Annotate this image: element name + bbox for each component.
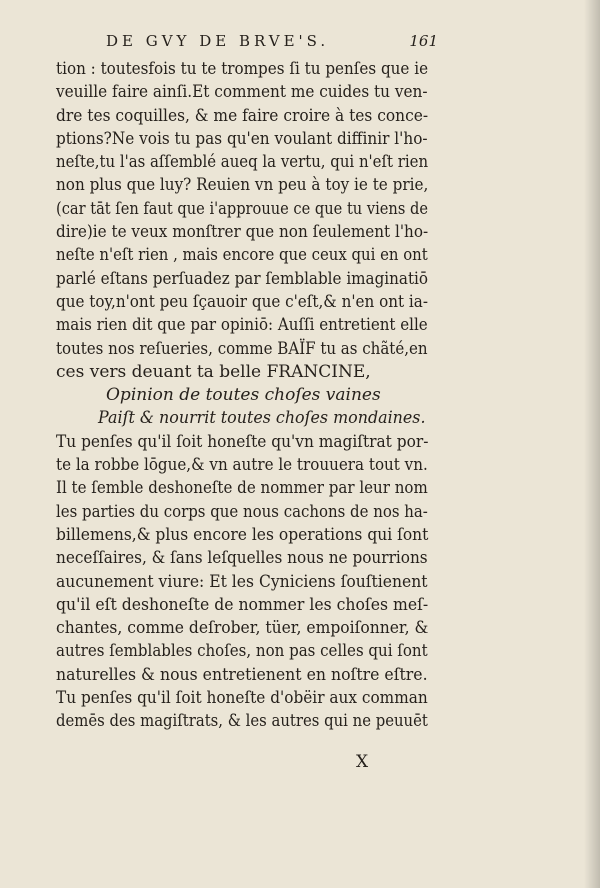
text-line: les parties du corps que nous cachons de nos ha- — [56, 501, 428, 522]
text-line: toutes nos reſueries, comme BAÏF tu as chãté,en — [56, 338, 428, 359]
text-line: que toy,n'ont peu ſçauoir que c'eſt,& n'en ont ia- — [56, 291, 428, 312]
text-line: neſte n'eſt rien , mais encore que ceux qui en ont — [56, 245, 428, 266]
text-line: Tu penſes qu'il ſoit honeſte qu'vn magiſtrat por- — [56, 431, 429, 452]
text-line: naturelles & nous entretienent en noſtre eſtre. — [56, 664, 428, 685]
text-line: autres ſemblables choſes, non pas celles qui ſont — [56, 641, 428, 662]
text-line: ptions?Ne vois tu pas qu'en voulant diffinir l'ho- — [56, 128, 428, 149]
text-line: ces vers deuant ta belle FRANCINE, — [56, 361, 371, 382]
text-line: aucunement viure: Et les Cyniciens ſouſtienent — [56, 571, 428, 592]
verse-line: Paiſt & nourrit toutes choſes mondaines. — [98, 408, 426, 429]
text-line: Il te ſemble deshoneſte de nommer par leur nom — [56, 478, 428, 499]
text-line: chantes, comme deſrober, tüer, empoiſonner, & — [56, 618, 429, 639]
page-number: 161 — [409, 32, 438, 50]
running-title: DE GVY DE BRVE'S. — [106, 32, 330, 50]
body-text — [56, 58, 428, 734]
text-line: neceſſaires, & ſans leſquelles nous ne pourrions — [56, 548, 428, 569]
text-line: dre tes coquilles, & me faire croire à tes conce- — [56, 105, 429, 126]
text-line: te la robbe lōgue,& vn autre le trouuera tout vn. — [56, 455, 428, 476]
page-gutter-shadow — [584, 0, 600, 888]
text-line: demēs des magiſtrats, & les autres qui ne peuuēt — [56, 711, 428, 732]
text-line: (car tāt ſen faut que i'approuue ce que tu viens de — [56, 198, 428, 219]
text-line: non plus que luy? Reuien vn peu à toy ie te prie, — [56, 175, 429, 196]
page-header — [0, 32, 600, 56]
text-line: neſte,tu l'as aſſemblé aueq la vertu, qui n'eſt rien — [56, 152, 429, 173]
text-line: mais rien dit que par opiniō: Auſſi entretient elle — [56, 315, 428, 336]
text-line: Tu penſes qu'il ſoit honeſte d'obëir aux comman — [56, 688, 428, 709]
signature-mark: X — [356, 752, 370, 772]
text-line: parlé eſtans perſuadez par ſemblable imaginatiō — [56, 268, 429, 289]
text-line: qu'il eſt deshoneſte de nommer les choſes meſ- — [56, 594, 429, 615]
text-line: dire)ie te veux monſtrer que non ſeulement l'ho- — [56, 222, 429, 243]
text-line: tion : toutesfois tu te trompes ſi tu penſes que ie — [56, 59, 429, 79]
text-line: veuille faire ainſi.Et comment me cuides tu ven- — [56, 82, 428, 103]
text-line: billemens,& plus encore les operations qui ſont — [56, 524, 429, 545]
verse-line: Opinion de toutes choſes vaines — [106, 385, 381, 406]
